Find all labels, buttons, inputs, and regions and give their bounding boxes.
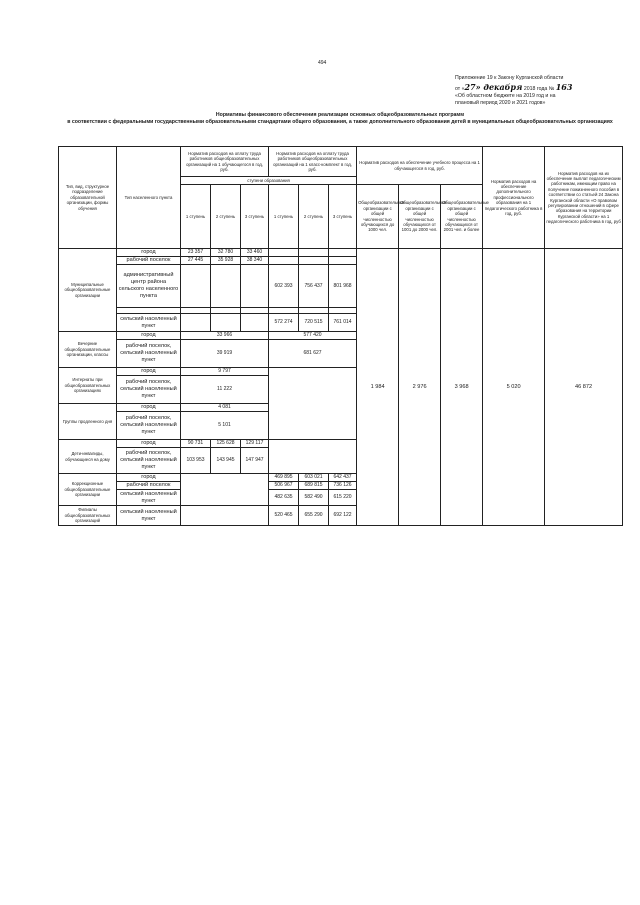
shared-value-5: 46 872 (545, 249, 623, 526)
appendix-line-2: от «27» декабря 2018 года № 163 (455, 82, 573, 93)
settlement-rural: сельский населенный пункт (117, 506, 181, 526)
settlement-city: город (117, 474, 181, 482)
settlement-work: рабочий поселок (117, 257, 181, 265)
appendix-reference (455, 75, 630, 107)
shared-value-2: 2 976 (399, 249, 441, 526)
header-group-3: Норматив расходов на обеспечение учебного процесса на 1 обучающегося в год, руб. (357, 147, 483, 185)
header-sub-3: Общеобразовательные организации с общей численностью обучающихся от 2001 чел. и более (441, 185, 483, 249)
value-cell: 11 222 (181, 376, 269, 404)
page-number: 494 (318, 60, 327, 66)
header-st3-a: 3 ступень (241, 185, 269, 249)
value-cell: 603 021 (299, 474, 329, 482)
header-st3-b: 3 ступень (329, 185, 357, 249)
settlement-city: город (117, 332, 181, 340)
group-home: Дети-инвалиды, обучающиеся на дому (59, 440, 117, 474)
normatives-table (58, 146, 623, 526)
settlement-city: город (117, 440, 181, 448)
settlement-work-rural: рабочий поселок, сельский населенный пункт (117, 376, 181, 404)
value-cell: 761 014 (329, 314, 357, 332)
value-cell: 692 122 (329, 506, 357, 526)
value-cell: 147 947 (241, 448, 269, 474)
shared-value-3: 3 968 (441, 249, 483, 526)
group-internat: Интернаты при общеобразовательных организациях (59, 368, 117, 404)
header-st2-b: 2 ступень (299, 185, 329, 249)
group-municipal: Муниципальные общеобразовательные организации (59, 249, 117, 332)
empty-cell (211, 265, 241, 308)
empty-cell (181, 474, 269, 506)
header-group-2: Норматив расходов на оплату труда работников общеобразовательных организаций на 1 класс-комплект в год, руб. (269, 147, 357, 177)
group-correction: Коррекционные общеобразовательные организации (59, 474, 117, 506)
shared-value-4: 5 020 (483, 249, 545, 526)
empty-cell (181, 314, 211, 332)
value-cell: 33 966 (181, 332, 269, 340)
value-cell: 35 928 (211, 257, 241, 265)
appendix-line-1: Приложение 19 к Закону Курганской области (455, 75, 564, 81)
value-cell: 720 515 (299, 314, 329, 332)
value-cell: 577 420 (269, 332, 357, 340)
value-cell: 32 780 (211, 249, 241, 257)
document-title (58, 112, 622, 126)
header-group-5: Норматив расходов на их обеспечение выплат педагогическим работникам, имеющим право на получение пожизненного пособия в соответствии со статьей 24 Закона Курганской области «О правовом регулировании отношений в сфере образования на территории Курганской области» на 1 педагогического работника в год, руб (545, 147, 623, 249)
empty-cell (241, 314, 269, 332)
value-cell: 39 919 (181, 340, 269, 368)
value-cell: 38 340 (241, 257, 269, 265)
settlement-city: город (117, 368, 181, 376)
value-cell: 572 274 (269, 314, 299, 332)
settlement-work-rural: рабочий поселок, сельский населенный пункт (117, 448, 181, 474)
value-cell: 129 117 (241, 440, 269, 448)
header-group-4: Норматив расходов на обеспечение дополнительного профессионального образования на 1 педагогического работника в год, руб. (483, 147, 545, 249)
value-cell: 27 445 (181, 257, 211, 265)
appendix-line-3: «Об областном бюджете на 2019 год и на (455, 93, 556, 100)
settlement-work-rural: рабочий поселок, сельский населенный пункт (117, 412, 181, 440)
value-cell: 736 126 (329, 482, 357, 490)
settlement-city: город (117, 404, 181, 412)
value-cell: 681 627 (269, 340, 357, 368)
empty-cell (329, 249, 357, 257)
value-cell: 506 967 (269, 482, 299, 490)
value-cell: 125 628 (211, 440, 241, 448)
value-cell: 90 731 (181, 440, 211, 448)
empty-cell (299, 257, 329, 265)
header-group-1: Норматив расходов на оплату труда работников общеобразовательных организаций на 1 обучающегося в год, руб. (181, 147, 269, 177)
title-line-1: Нормативы финансового обеспечения реализации основных общеобразовательных программ (215, 112, 465, 118)
empty-cell (181, 506, 269, 526)
handwritten-number: 163 (555, 82, 573, 93)
settlement-admin: административный центр района сельского населенного пункта (117, 265, 181, 308)
value-cell: 642 437 (329, 474, 357, 482)
value-cell: 482 635 (269, 490, 299, 506)
settlement-work: рабочий поселок (117, 482, 181, 490)
settlement-rural: сельский населенный пункт (117, 490, 181, 506)
value-cell: 655 290 (299, 506, 329, 526)
header-row-1 (59, 147, 623, 177)
value-cell: 469 895 (269, 474, 299, 482)
group-evening: Вечерние общеобразовательные организации, классы (59, 332, 117, 368)
value-cell: 689 815 (299, 482, 329, 490)
settlement-rural: сельский населенный пункт (117, 314, 181, 332)
header-st1-a: 1 ступень (181, 185, 211, 249)
value-cell: 801 968 (329, 265, 357, 308)
group-extended: Группы продленного дня (59, 404, 117, 440)
handwritten-date: 27» декабря (464, 82, 523, 93)
empty-cell (269, 257, 299, 265)
value-cell: 520 465 (269, 506, 299, 526)
empty-cell (329, 257, 357, 265)
empty-cell (241, 265, 269, 308)
empty-cell (269, 249, 299, 257)
group-branches: Филиалы общеобразовательных организаций (59, 506, 117, 526)
value-cell: 23 357 (181, 249, 211, 257)
settlement-city: город (117, 249, 181, 257)
value-cell: 4 081 (181, 404, 269, 412)
empty-cell (299, 249, 329, 257)
header-settlement: Тип населенного пункта (117, 147, 181, 249)
appendix-line-4: плановый период 2020 и 2021 годов» (455, 100, 546, 107)
header-levels: ступени образования (181, 177, 357, 185)
header-sub-2: Общеобразовательные организации с общей численностью обучающихся от 1001 до 2000 чел. (399, 185, 441, 249)
value-cell: 103 953 (181, 448, 211, 474)
header-type: Тип, вид, структурное подразделение образовательной организации, формы обучения (59, 147, 117, 249)
value-cell: 615 220 (329, 490, 357, 506)
header-st1-b: 1 ступень (269, 185, 299, 249)
settlement-work-rural: рабочий поселок, сельский населенный пункт (117, 340, 181, 368)
shared-value-1: 1 984 (357, 249, 399, 526)
value-cell: 5 101 (181, 412, 269, 440)
value-cell: 582 490 (299, 490, 329, 506)
empty-cell (269, 440, 357, 474)
header-st2-a: 2 ступень (211, 185, 241, 249)
value-cell: 143 945 (211, 448, 241, 474)
value-cell: 756 437 (299, 265, 329, 308)
empty-cell (211, 314, 241, 332)
value-cell: 602 393 (269, 265, 299, 308)
header-sub-1: Общеобразовательные организации с общей численностью обучающихся до 1000 чел. (357, 185, 399, 249)
title-line-2: в соответствии с федеральными государственными образовательными стандартами общего образования, а также дополнительного образования детей в муниципальных общеобразовательных организациях (67, 119, 613, 126)
value-cell: 33 460 (241, 249, 269, 257)
empty-cell (181, 265, 211, 308)
value-cell: 9 797 (181, 368, 269, 376)
table-row (59, 249, 623, 257)
empty-cell (269, 368, 357, 440)
